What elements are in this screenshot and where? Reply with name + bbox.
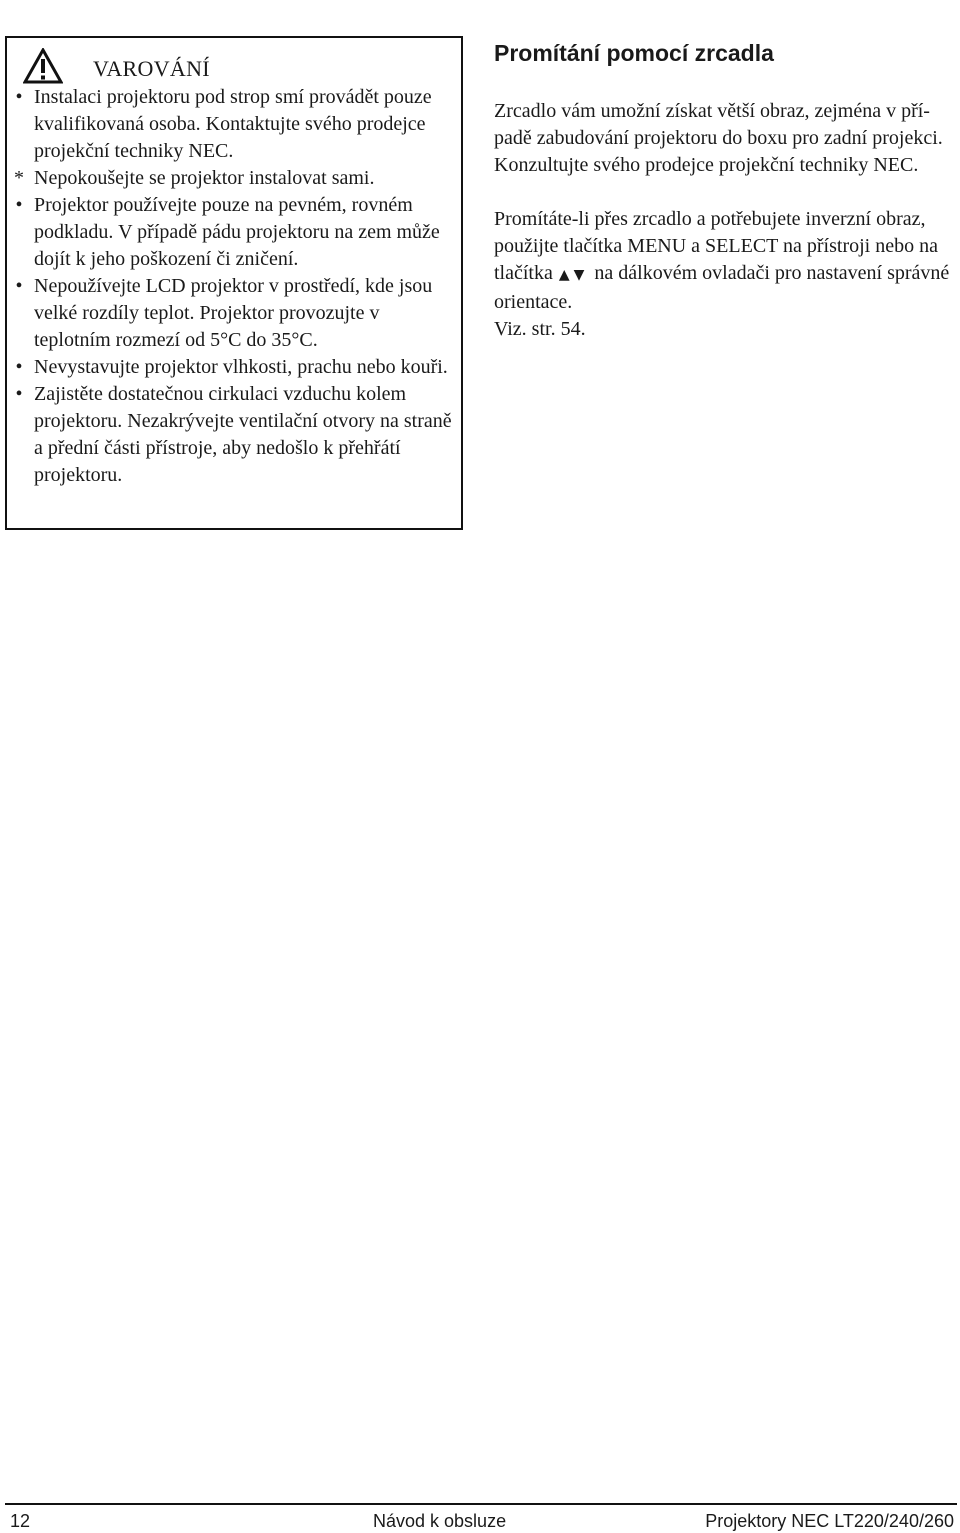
footer-manual-title: Návod k obsluze	[373, 1511, 507, 1531]
list-item	[7, 354, 461, 381]
up-down-arrows-icon: ▲▼	[558, 267, 589, 283]
paragraph-text-after: na dálkovém ovladači pro nastavení správné orientace.	[494, 262, 950, 313]
warning-title: VAROVÁNÍ	[93, 56, 210, 81]
bullet-marker: •	[15, 194, 23, 216]
page-number: 12	[10, 1511, 31, 1531]
footer-divider	[5, 1503, 957, 1505]
footer-product-name: Projektory NEC LT220/240/260	[705, 1511, 954, 1531]
list-item-text: Nepoužívejte LCD projektor v prostředí, kde jsou velké rozdíly teplot. Projektor provozujte v teplotním rozmezí od 5°C do 35°C.	[34, 275, 433, 351]
list-item	[7, 84, 461, 165]
warning-header	[17, 46, 457, 86]
bullet-marker: •	[15, 383, 23, 405]
list-item	[7, 381, 461, 489]
section-title: Promítání pomocí zrcadla	[494, 40, 774, 66]
paragraph-orientation	[494, 206, 956, 343]
bullet-marker: *	[14, 167, 24, 189]
list-item	[7, 192, 461, 273]
list-item-text: Projektor používejte pouze na pevném, rovném podkladu. V případě pádu projektoru na zem může dojít k jeho poškození či zničení.	[34, 194, 440, 270]
list-item-text: Instalaci projektoru pod strop smí provádět pouze kvalifikovaná osoba. Kontaktujte svého prodejce projekční techniky NEC.	[34, 86, 432, 162]
bullet-marker: •	[15, 356, 23, 378]
warning-box	[5, 36, 463, 530]
list-item-text: Zajistěte dostatečnou cirkulaci vzduchu kolem projektoru. Nezakrývejte ventilační otvory na straně a přední části přístroje, aby nedošlo k přehřátí projektoru.	[34, 383, 452, 486]
warning-list	[7, 84, 461, 489]
list-item	[7, 165, 461, 192]
list-item-text: Nepokoušejte se projektor instalovat sami.	[34, 167, 375, 189]
paragraph-text-before: Promítáte-li přes zrcadlo a potřebujete inverzní obraz, použijte tlačítka MENU a SELECT na přístroji nebo na tlačítka	[494, 208, 938, 284]
mirror-section	[494, 38, 956, 370]
paragraph-intro: Zrcadlo vám umožní získat větší obraz, zejména v pří-padě zabudování projektoru do boxu pro zadní projekci. Konzultujte svého prodejce projekční techniky NEC.	[494, 100, 943, 176]
page-reference: Viz. str. 54.	[494, 318, 586, 340]
bullet-marker: •	[15, 86, 23, 108]
bullet-marker: •	[15, 275, 23, 297]
list-item-text: Nevystavujte projektor vlhkosti, prachu nebo kouři.	[34, 356, 448, 378]
list-item	[7, 273, 461, 354]
warning-triangle-icon	[23, 48, 63, 84]
